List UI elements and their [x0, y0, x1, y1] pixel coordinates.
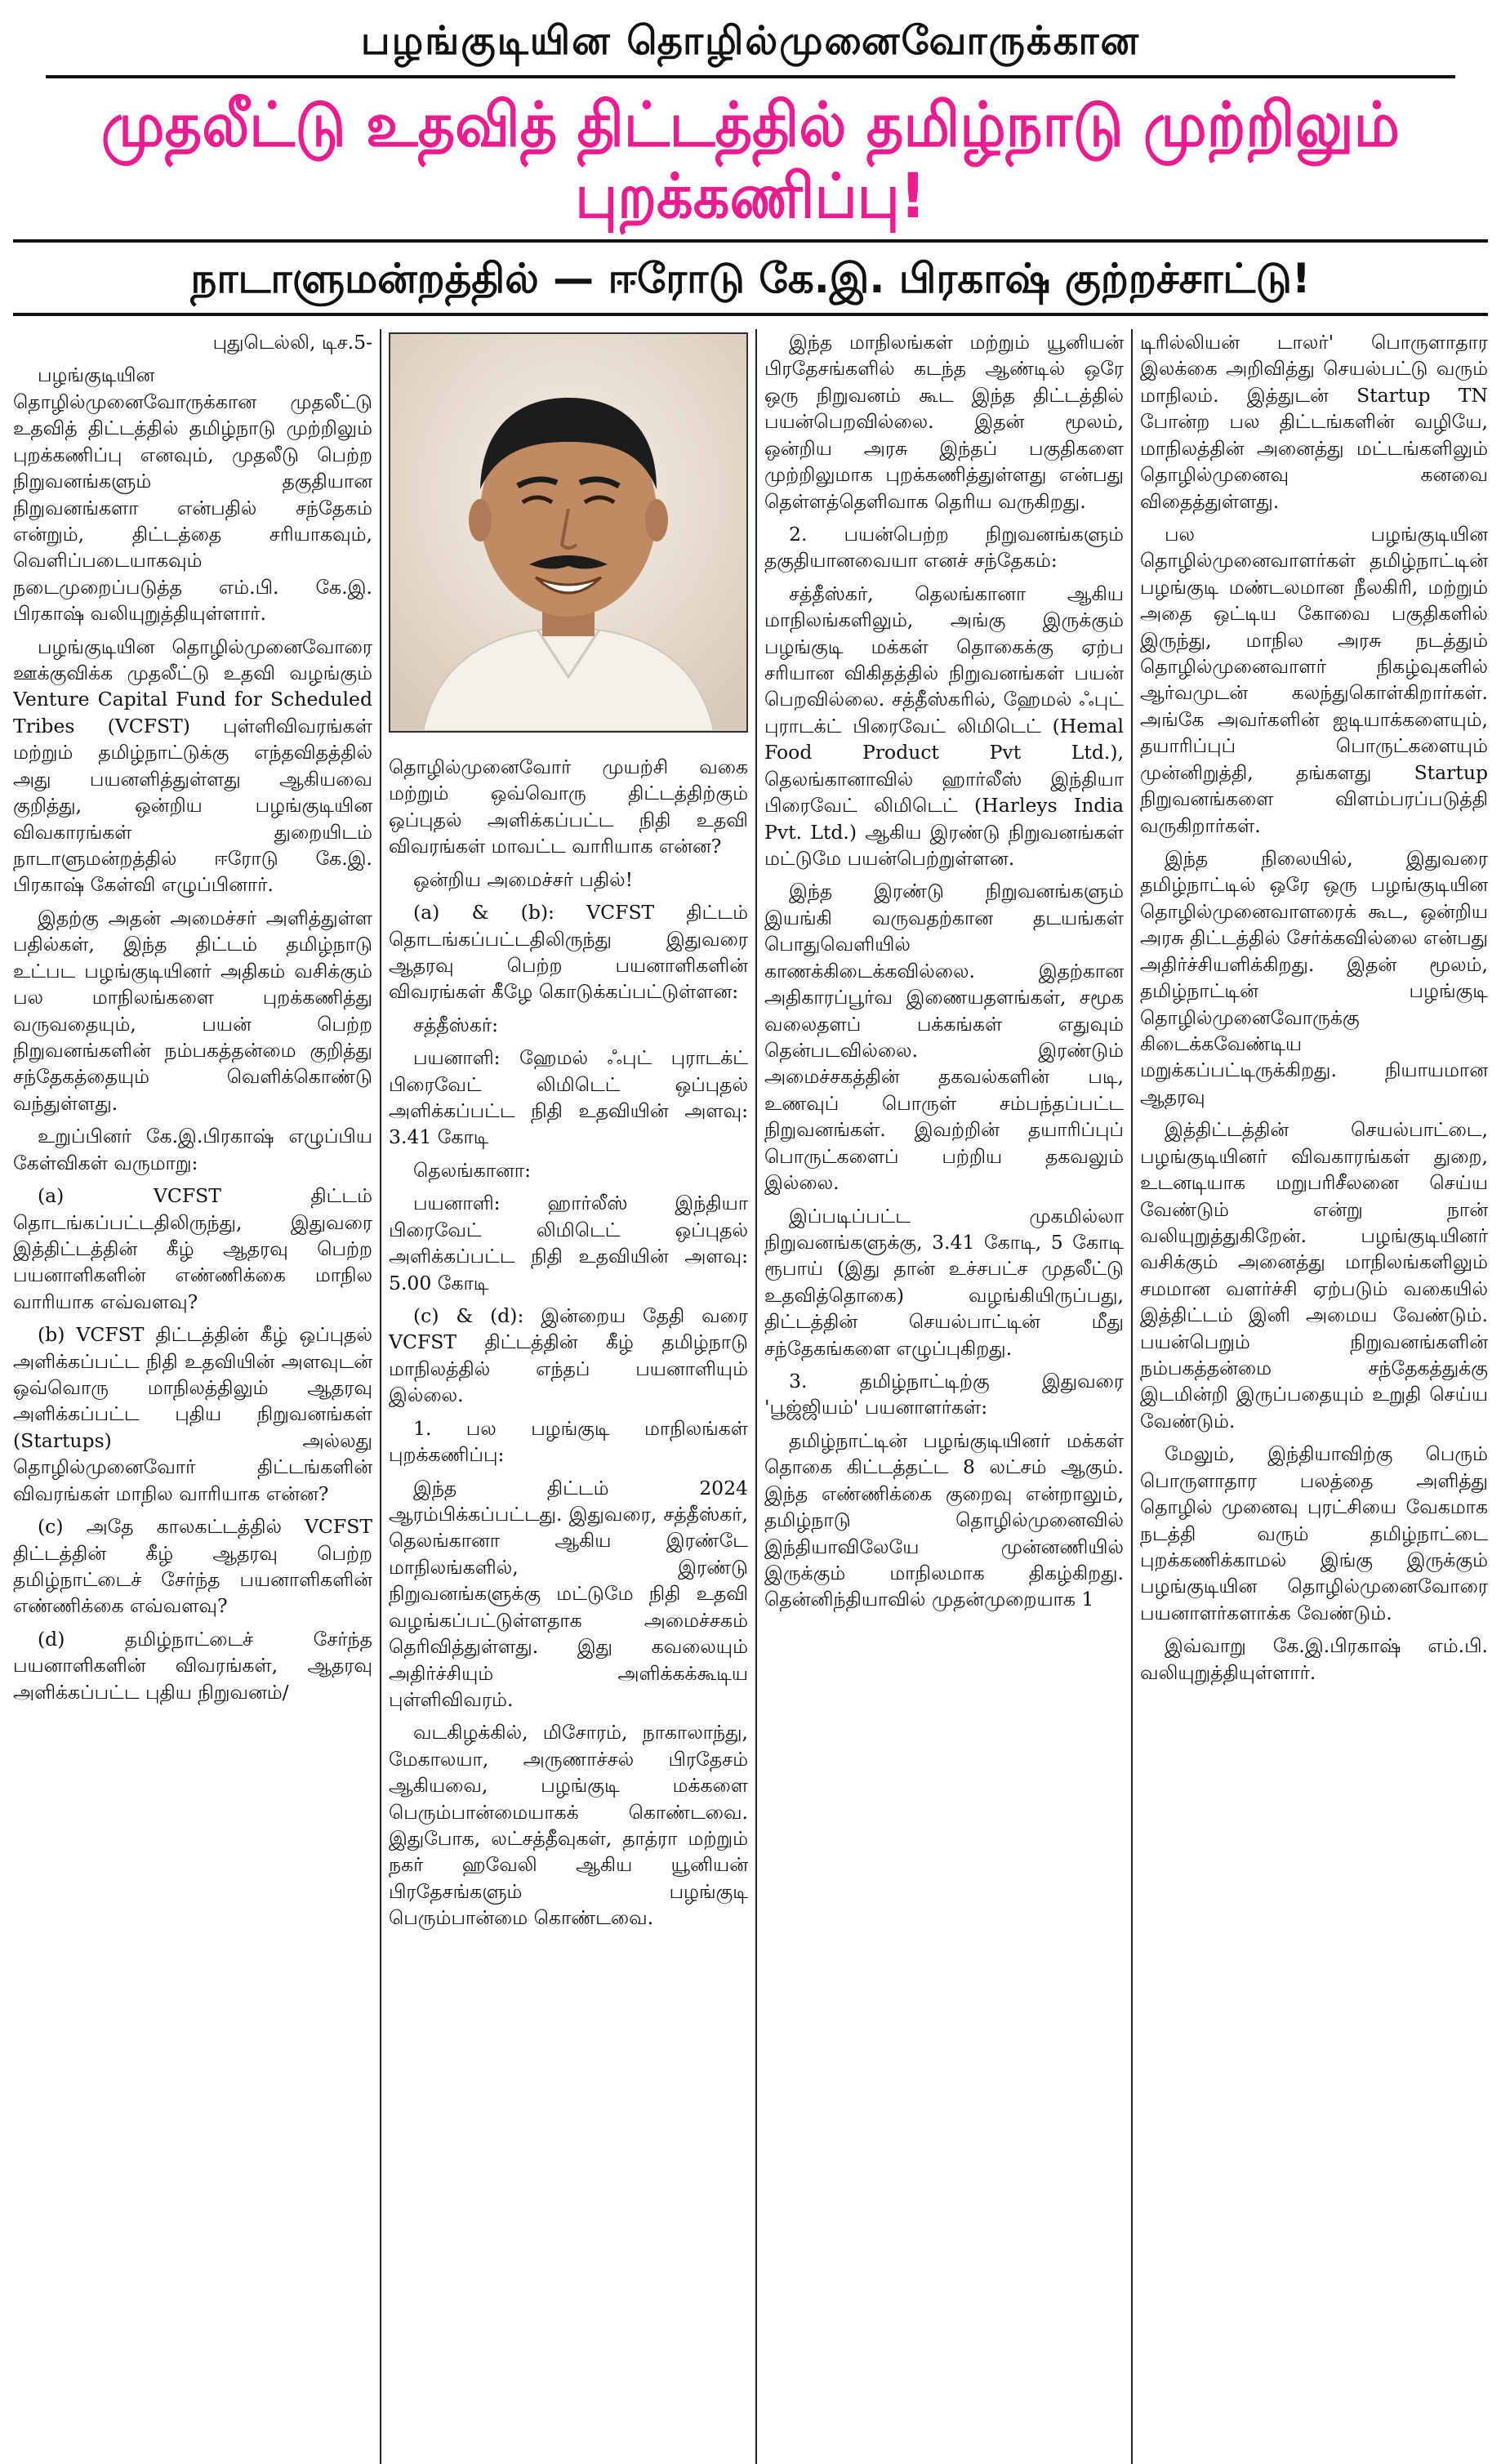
- paragraph: இந்த மாநிலங்கள் மற்றும் யூனியன் பிரதேசங்களில் கடந்த ஆண்டில் ஒரே ஒரு நிறுவனம் கூட இந்த திட்டத்தில் பயன்பெறவில்லை. இதன் மூலம், ஒன்றிய அரசு இந்தப் பகுதிகளை முற்றிலுமாக புறக்கணித்துள்ளது என்பது தெள்ளத்தெளிவாக தெரிய வருகிறது.: [764, 331, 1124, 513]
- dateline: புதுடெல்லி, டிச.5-: [212, 331, 372, 354]
- article-column-3: [764, 329, 1124, 2464]
- paragraph: (a) & (b): VCFST திட்டம் தொடங்கப்பட்டதிலிருந்து இதுவரை ஆதரவு பெற்ற பயனாளிகளின் விவரங்கள் கீழே கொடுக்கப்பட்டுள்ளன:: [389, 901, 748, 1004]
- article-column-1: [13, 329, 372, 2464]
- paragraph: இந்த திட்டம் 2024 ஆரம்பிக்கப்பட்டது. இதுவரை, சத்தீஸ்கர், தெலங்கானா ஆகிய இரண்டே மாநிலங்களில், இரண்டு நிறுவனங்களுக்கு மட்டுமே நிதி உதவி வழங்கப்பட்டுள்ளதாக அமைச்சகம் தெரிவித்துள்ளது. இது கவலையும் அதிர்ச்சியும் அளிக்கக்கூடிய புள்ளிவிவரம்.: [389, 1476, 748, 1711]
- paragraph: உறுப்பினர் கே.இ.பிரகாஷ் எழுப்பிய கேள்விகள் வருமாறு:: [13, 1125, 372, 1174]
- paragraph: இந்த நிலையில், இதுவரை தமிழ்நாட்டில் ஒரே ஒரு பழங்குடியின தொழில்முனைவாளரைக் கூட, ஒன்றிய அரசு திட்டத்தில் சேர்க்கவில்லை என்பது அதிர்ச்சியளிக்கிறது. இதன் மூலம், தமிழ்நாட்டின் பழங்குடி தொழில்முனைவோருக்கு கிடைக்கவேண்டிய மறுக்கப்பட்டிருக்கிறது. நியாயமான ஆதரவு: [1140, 847, 1488, 1108]
- section-heading: 2. பயன்பெற்ற நிறுவனங்களும் தகுதியானவையா எனச் சந்தேகம்:: [764, 522, 1124, 573]
- paragraph: (c) அதே காலகட்டத்தில் VCFST திட்டத்தின் கீழ் ஆதரவு பெற்ற தமிழ்நாட்டைச் சேர்ந்த பயனாளிகளின் எண்ணிக்கை எவ்வளவு?: [13, 1515, 372, 1618]
- paragraph: பல பழங்குடியின தொழில்முனைவாளர்கள் தமிழ்நாட்டின் பழங்குடி மண்டலமான நீலகிரி, மற்றும் அதை ஒட்டிய கோவை பகுதிகளில் இருந்து, மாநில அரசு நடத்தும் தொழில்முனைவாளர் நிகழ்வுகளில் ஆர்வமுடன் கலந்துகொள்கிறார்கள். அங்கே அவர்களின் ஐடியாக்களையும், தயாரிப்புப் பொருட்களையும் முன்னிறுத்தி, தங்களது Startup நிறுவனங்களை விளம்பரப்படுத்தி வருகிறார்கள்.: [1140, 522, 1488, 837]
- section-heading: சத்தீஸ்கர்:: [413, 1013, 499, 1036]
- paragraph: (b) VCFST திட்டத்தின் கீழ் ஒப்புதல் அளிக்கப்பட்ட நிதி உதவியின் அளவுடன் ஒவ்வொரு மாநிலத்திலும் ஆதரவு அளிக்கப்பட்ட புதிய நிறுவனங்கள் (Startups) அல்லது தொழில்முனைவோர் திட்டங்களின் விவரங்கள் மாநில வாரியாக என்ன?: [13, 1323, 372, 1505]
- column-divider: [1131, 329, 1133, 2464]
- paragraph: (d) தமிழ்நாட்டைச் சேர்ந்த பயனாளிகளின் விவரங்கள், ஆதரவு அளிக்கப்பட்ட புதிய நிறுவனம்/: [13, 1627, 372, 1704]
- article-column-4: [1140, 329, 1488, 2464]
- paragraph: பயனாளி: ஹேமல் ஃபுட் புராடக்ட் பிரைவேட் லிமிடெட் ஒப்புதல் அளிக்கப்பட்ட நிதி உதவியின் அளவு: 3.41 கோடி: [389, 1046, 748, 1149]
- paragraph: டிரில்லியன் டாலர்' பொருளாதார இலக்கை அறிவித்து செயல்பட்டு வரும் மாநிலம். இத்துடன் Startup TN போன்ற பல திட்டங்களின் வழியே, மாநிலத்தின் அனைத்து மட்டங்களிலும் தொழில்முனைவு கனவை விதைத்துள்ளது.: [1140, 331, 1488, 513]
- column-divider: [755, 329, 757, 2464]
- paragraph: பயனாளி: ஹார்லீஸ் இந்தியா பிரைவேட் லிமிடெட் ஒப்புதல் அளிக்கப்பட்ட நிதி உதவியின் அளவு: 5.00 கோடி: [389, 1192, 748, 1294]
- paragraph: இத்திட்டத்தின் செயல்பாட்டை, பழங்குடியினர் விவகாரங்கள் துறை, உடனடியாக மறுபரிசீலனை செய்ய வேண்டும் என்று நான் வலியுறுத்துகிறேன். பழங்குடியினர் வசிக்கும் அனைத்து மாநிலங்களிலும் சமமான வளர்ச்சி ஏற்படும் வகையில் இத்திட்டம் இனி அமைய வேண்டும். பயன்பெறும் நிறுவனங்களின் நம்பகத்தன்மை சந்தேகத்துக்கு இடமின்றி இருப்பதையும் உறுதி செய்ய வேண்டும்.: [1140, 1118, 1488, 1433]
- section-heading: 1. பல பழங்குடி மாநிலங்கள் புறக்கணிப்பு:: [389, 1416, 748, 1467]
- column-divider: [380, 329, 381, 2464]
- paragraph: இதற்கு அதன் அமைச்சர் அளித்துள்ள பதில்கள், இந்த திட்டம் தமிழ்நாடு உட்பட பழங்குடியினர் அதிகம் வசிக்கும் பல மாநிலங்களை புறக்கணித்து வருவதையும், பயன் பெற்ற நிறுவனங்களின் நம்பகத்தன்மை குறித்து சந்தேகத்தையும் வெளிக்கொண்டு வந்துள்ளது.: [13, 906, 372, 1115]
- paragraph: மேலும், இந்தியாவிற்கு பெரும் பொருளாதார பலத்தை அளித்து தொழில் முனைவு புரட்சியை வேகமாக நடத்தி வரும் தமிழ்நாட்டை புறக்கணிக்காமல் இங்கு இருக்கும் பழங்குடியின தொழில்முனைவோரை பயனாளர்களாக்க வேண்டும்.: [1140, 1442, 1488, 1624]
- section-heading: ஒன்றிய அமைச்சர் பதில்!: [413, 867, 634, 891]
- paragraph: இப்படிப்பட்ட முகமில்லா நிறுவனங்களுக்கு, 3.41 கோடி, 5 கோடி ரூபாய் (இது தான் உச்சபட்ச முதலீட்டு உதவித்தொகை) வழங்கியிருப்பது, திட்டத்தின் செயல்பாட்டின் மீது சந்தேகங்களை எழுப்புகிறது.: [764, 1204, 1124, 1360]
- paragraph: சத்தீஸ்கர், தெலங்கானா ஆகிய மாநிலங்களிலும், அங்கு இருக்கும் பழங்குடி மக்கள் தொகைக்கு ஏற்ப சரியான விகிதத்தில் நிறுவனங்கள் பயன் பெறவில்லை. சத்தீஸ்கரில், ஹேமல் ஃபுட் புராடக்ட் பிரைவேட் லிமிடெட் (Hemal Food Product Pvt Ltd.), தெலங்கானாவில் ஹார்லீஸ் இந்தியா பிரைவேட் லிமிடெட் (Harleys India Pvt. Ltd.) ஆகிய இரண்டு நிறுவனங்கள் மட்டுமே பயன்பெற்றுள்ளன.: [764, 581, 1124, 871]
- paragraph: பழங்குடியின தொழில்முனைவோருக்கான முதலீட்டு உதவித் திட்டத்தில் தமிழ்நாடு முற்றிலும் புறக்கணிப்பு எனவும், முதலீடு பெற்ற நிறுவனங்களும் தகுதியான நிறுவனங்களா என்பதில் சந்தேகம் என்றும், திட்டத்தை சரியாகவும், வெளிப்படையாகவும் நடைமுறைப்படுத்த எம்.பி. கே.இ. பிரகாஷ் வலியுறுத்தியுள்ளார்.: [13, 363, 372, 626]
- paragraph: இந்த இரண்டு நிறுவனங்களும் இயங்கி வருவதற்கான தடயங்கள் பொதுவெளியில் காணக்கிடைக்கவில்லை. இதற்கான அதிகாரப்பூர்வ இணையதளங்கள், சமூக வலைதளப் பக்கங்கள் எதுவும் தென்படவில்லை. இரண்டும் அமைச்சகத்தின் தகவல்களின் படி, உணவுப் பொருள் சம்பந்தப்பட்ட நிறுவனங்கள். இவற்றின் தயாரிப்புப் பொருட்களைப் பற்றிய தகவலும் இல்லை.: [764, 880, 1124, 1195]
- paragraph: வடகிழக்கில், மிசோரம், நாகாலாந்து, மேகாலயா, அருணாச்சல் பிரதேசம் ஆகியவை, பழங்குடி மக்களை பெரும்பான்மையாகக் கொண்டவை. இதுபோக, லட்சத்தீவுகள், தாத்ரா மற்றும் நகர் ஹவேலி ஆகிய யூனியன் பிரதேசங்களும் பழங்குடி பெரும்பான்மை கொண்டவை.: [389, 1721, 748, 1930]
- paragraph: பழங்குடியின தொழில்முனைவோரை ஊக்குவிக்க முதலீட்டு உதவி வழங்கும் Venture Capital Fund for Scheduled Tribes (VCFST) புள்ளிவிவரங்கள் மற்றும் தமிழ்நாட்டுக்கு எந்தவிதத்தில் அது பயனளித்துள்ளது ஆகியவை குறித்து, ஒன்றிய பழங்குடியின விவகாரங்கள் துறையிடம் நாடாளுமன்றத்தில் ஈரோடு கே.இ. பிரகாஷ் கேள்வி எழுப்பினார்.: [13, 635, 372, 897]
- section-heading: 3. தமிழ்நாட்டிற்கு இதுவரை 'பூஜ்ஜியம்' பயனாளர்கள்:: [764, 1370, 1124, 1419]
- kicker: பழங்குடியின தொழில்முனைவோருக்கான: [46, 11, 1455, 78]
- paragraph: இவ்வாறு கே.இ.பிரகாஷ் எம்.பி. வலியுறுத்தியுள்ளார்.: [1140, 1634, 1488, 1684]
- paragraph: (a) VCFST திட்டம் தொடங்கப்பட்டதிலிருந்து, இதுவரை இத்திட்டத்தின் கீழ் ஆதரவு பெற்ற பயனாளிகளின் எண்ணிக்கை மாநில வாரியாக எவ்வளவு?: [13, 1184, 372, 1313]
- paragraph: தமிழ்நாட்டின் பழங்குடியினர் மக்கள் தொகை கிட்டத்தட்ட 8 லட்சம் ஆகும். இந்த எண்ணிக்கை குறைவு என்றாலும், தமிழ்நாடு தொழில்முனைவில் இந்தியாவிலேயே முன்னணியில் இருக்கும் மாநிலமாக திகழ்கிறது. தென்னிந்தியாவில் முதன்முறையாக 1: [764, 1428, 1124, 1611]
- headline: முதலீட்டு உதவித் திட்டத்தில் தமிழ்நாடு முற்றிலும் புறக்கணிப்பு!: [100, 88, 1401, 232]
- paragraph: (c) & (d): இன்றைய தேதி வரை VCFST திட்டத்தின் கீழ் தமிழ்நாடு மாநிலத்தில் எந்தப் பயனாளியும் இல்லை.: [389, 1304, 748, 1407]
- paragraph: தொழில்முனைவோர் முயற்சி வகை மற்றும் ஒவ்வொரு திட்டத்திற்கும் ஒப்புதல் அளிக்கப்பட்ட நிதி உதவி விவரங்கள் மாவட்ட வாரியாக என்ன?: [389, 755, 748, 858]
- subheadline: நாடாளுமன்றத்தில் — ஈரோடு கே.இ. பிரகாஷ் குற்றச்சாட்டு!: [13, 239, 1488, 316]
- article-body: [13, 324, 1488, 2464]
- section-heading: தெலங்கானா:: [413, 1158, 531, 1182]
- article-column-2: [389, 329, 748, 2464]
